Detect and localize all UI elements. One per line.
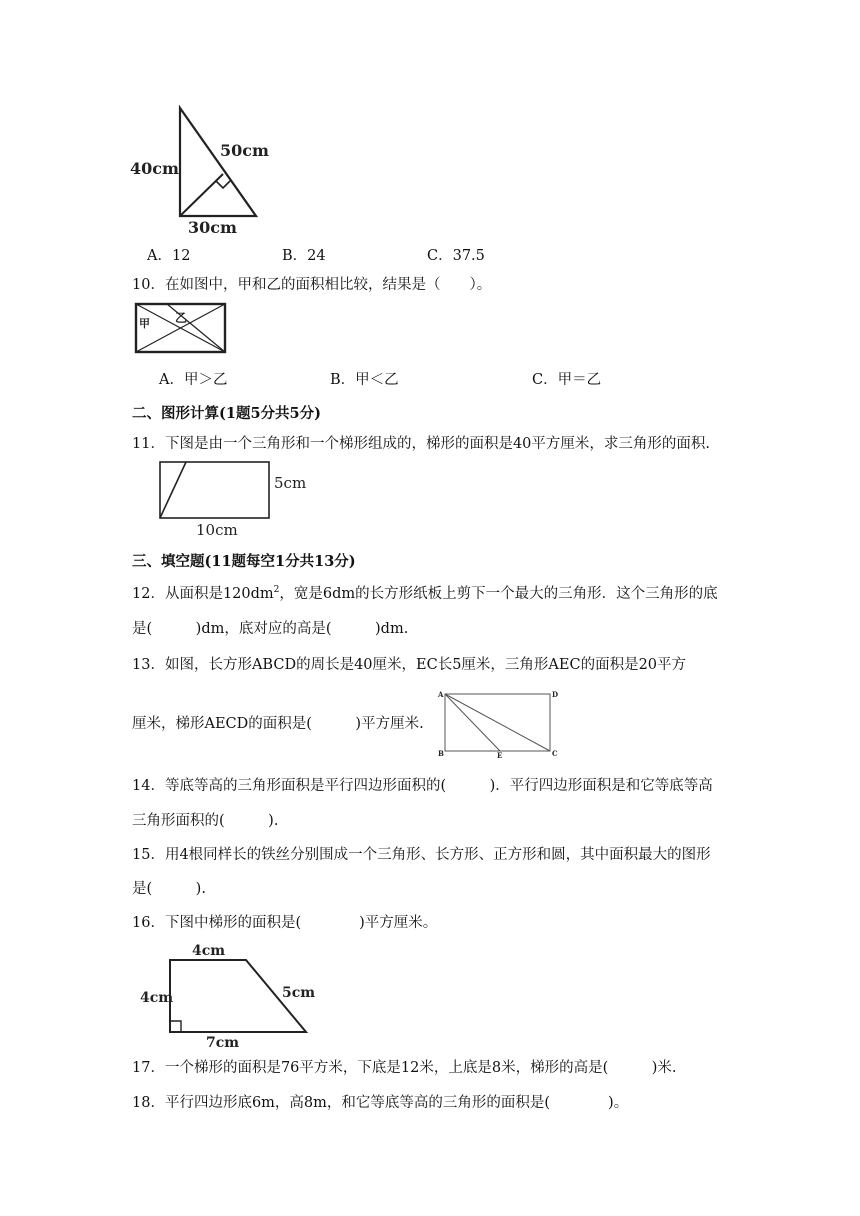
q13-label-C: C	[552, 749, 558, 758]
q12-line2: 是( )dm，底对应的高是( )dm.	[132, 621, 409, 637]
q9-option-a: A．12	[147, 248, 191, 264]
q9-hyp-label: 50cm	[220, 141, 269, 160]
section2-title: 二、图形计算(1题5分共5分)	[132, 405, 321, 422]
q12-line1	[132, 584, 718, 604]
q11-text: 11．下图是由一个三角形和一个梯形组成的，梯形的面积是40平方厘米，求三角形的面积.	[132, 436, 711, 452]
q15-line1: 15．用4根同样长的铁丝分别围成一个三角形、长方形、正方形和圆，其中面积最大的图形	[132, 847, 711, 863]
q10-option-b: B．甲＜乙	[330, 372, 399, 388]
q11-height-label: 5cm	[274, 474, 307, 492]
q16-bottom-label: 7cm	[206, 1035, 240, 1051]
q12-superscript: 2	[273, 585, 280, 596]
q13-line1: 13．如图，长方形ABCD的周长是40厘米，EC长5厘米，三角形AEC的面积是20平方	[132, 657, 687, 673]
q10-yi-label: 乙	[175, 311, 188, 325]
q17-text: 17．一个梯形的面积是76平方米，下底是12米，上底是8米，梯形的高是( )米.	[132, 1060, 677, 1076]
q16-top-label: 4cm	[192, 943, 226, 959]
q12-line1-a: 12．从面积是120dm	[132, 586, 274, 602]
q9-leg-v-label: 40cm	[130, 159, 179, 178]
q11-base-label: 10cm	[196, 521, 238, 539]
q10-option-c: C．甲＝乙	[532, 372, 602, 388]
q14-line2: 三角形面积的( ).	[132, 813, 279, 829]
q13-label-D: D	[552, 690, 559, 699]
q13-label-A: A	[438, 690, 444, 699]
q14-line1: 14．等底等高的三角形面积是平行四边形面积的( )．平行四边形面积是和它等底等高	[132, 778, 713, 794]
q13-line2: 厘米，梯形AECD的面积是( )平方厘米.	[132, 716, 424, 732]
q16-text: 16．下图中梯形的面积是( )平方厘米。	[132, 915, 438, 931]
q13-label-B: B	[438, 749, 444, 758]
section3-title: 三、填空题(11题每空1分共13分)	[132, 553, 356, 570]
q12-line1-b: ，宽是6dm的长方形纸板上剪下一个最大的三角形．这个三角形的底	[279, 586, 718, 602]
q10-rectangle-figure	[134, 302, 228, 356]
q13-label-E: E	[497, 751, 503, 760]
q16-trapezoid-figure	[138, 940, 318, 1052]
q10-text: 10．在如图中，甲和乙的面积相比较，结果是（ ）。	[132, 277, 492, 293]
q10-option-a: A．甲＞乙	[159, 372, 228, 388]
q9-option-b: B．24	[282, 248, 326, 264]
q16-slant-label: 5cm	[282, 985, 316, 1001]
q13-rectangle-figure	[436, 688, 562, 760]
q9-leg-h-label: 30cm	[188, 218, 237, 237]
q9-triangle-figure	[128, 104, 278, 238]
q15-line2: 是( ).	[132, 881, 206, 897]
q10-jia-label: 甲	[139, 317, 150, 330]
q16-left-label: 4cm	[140, 990, 174, 1006]
q11-rectangle-figure	[158, 460, 308, 540]
q18-text: 18．平行四边形底6m，高8m，和它等底等高的三角形的面积是( )。	[132, 1095, 629, 1111]
q9-option-c: C．37.5	[427, 248, 485, 264]
